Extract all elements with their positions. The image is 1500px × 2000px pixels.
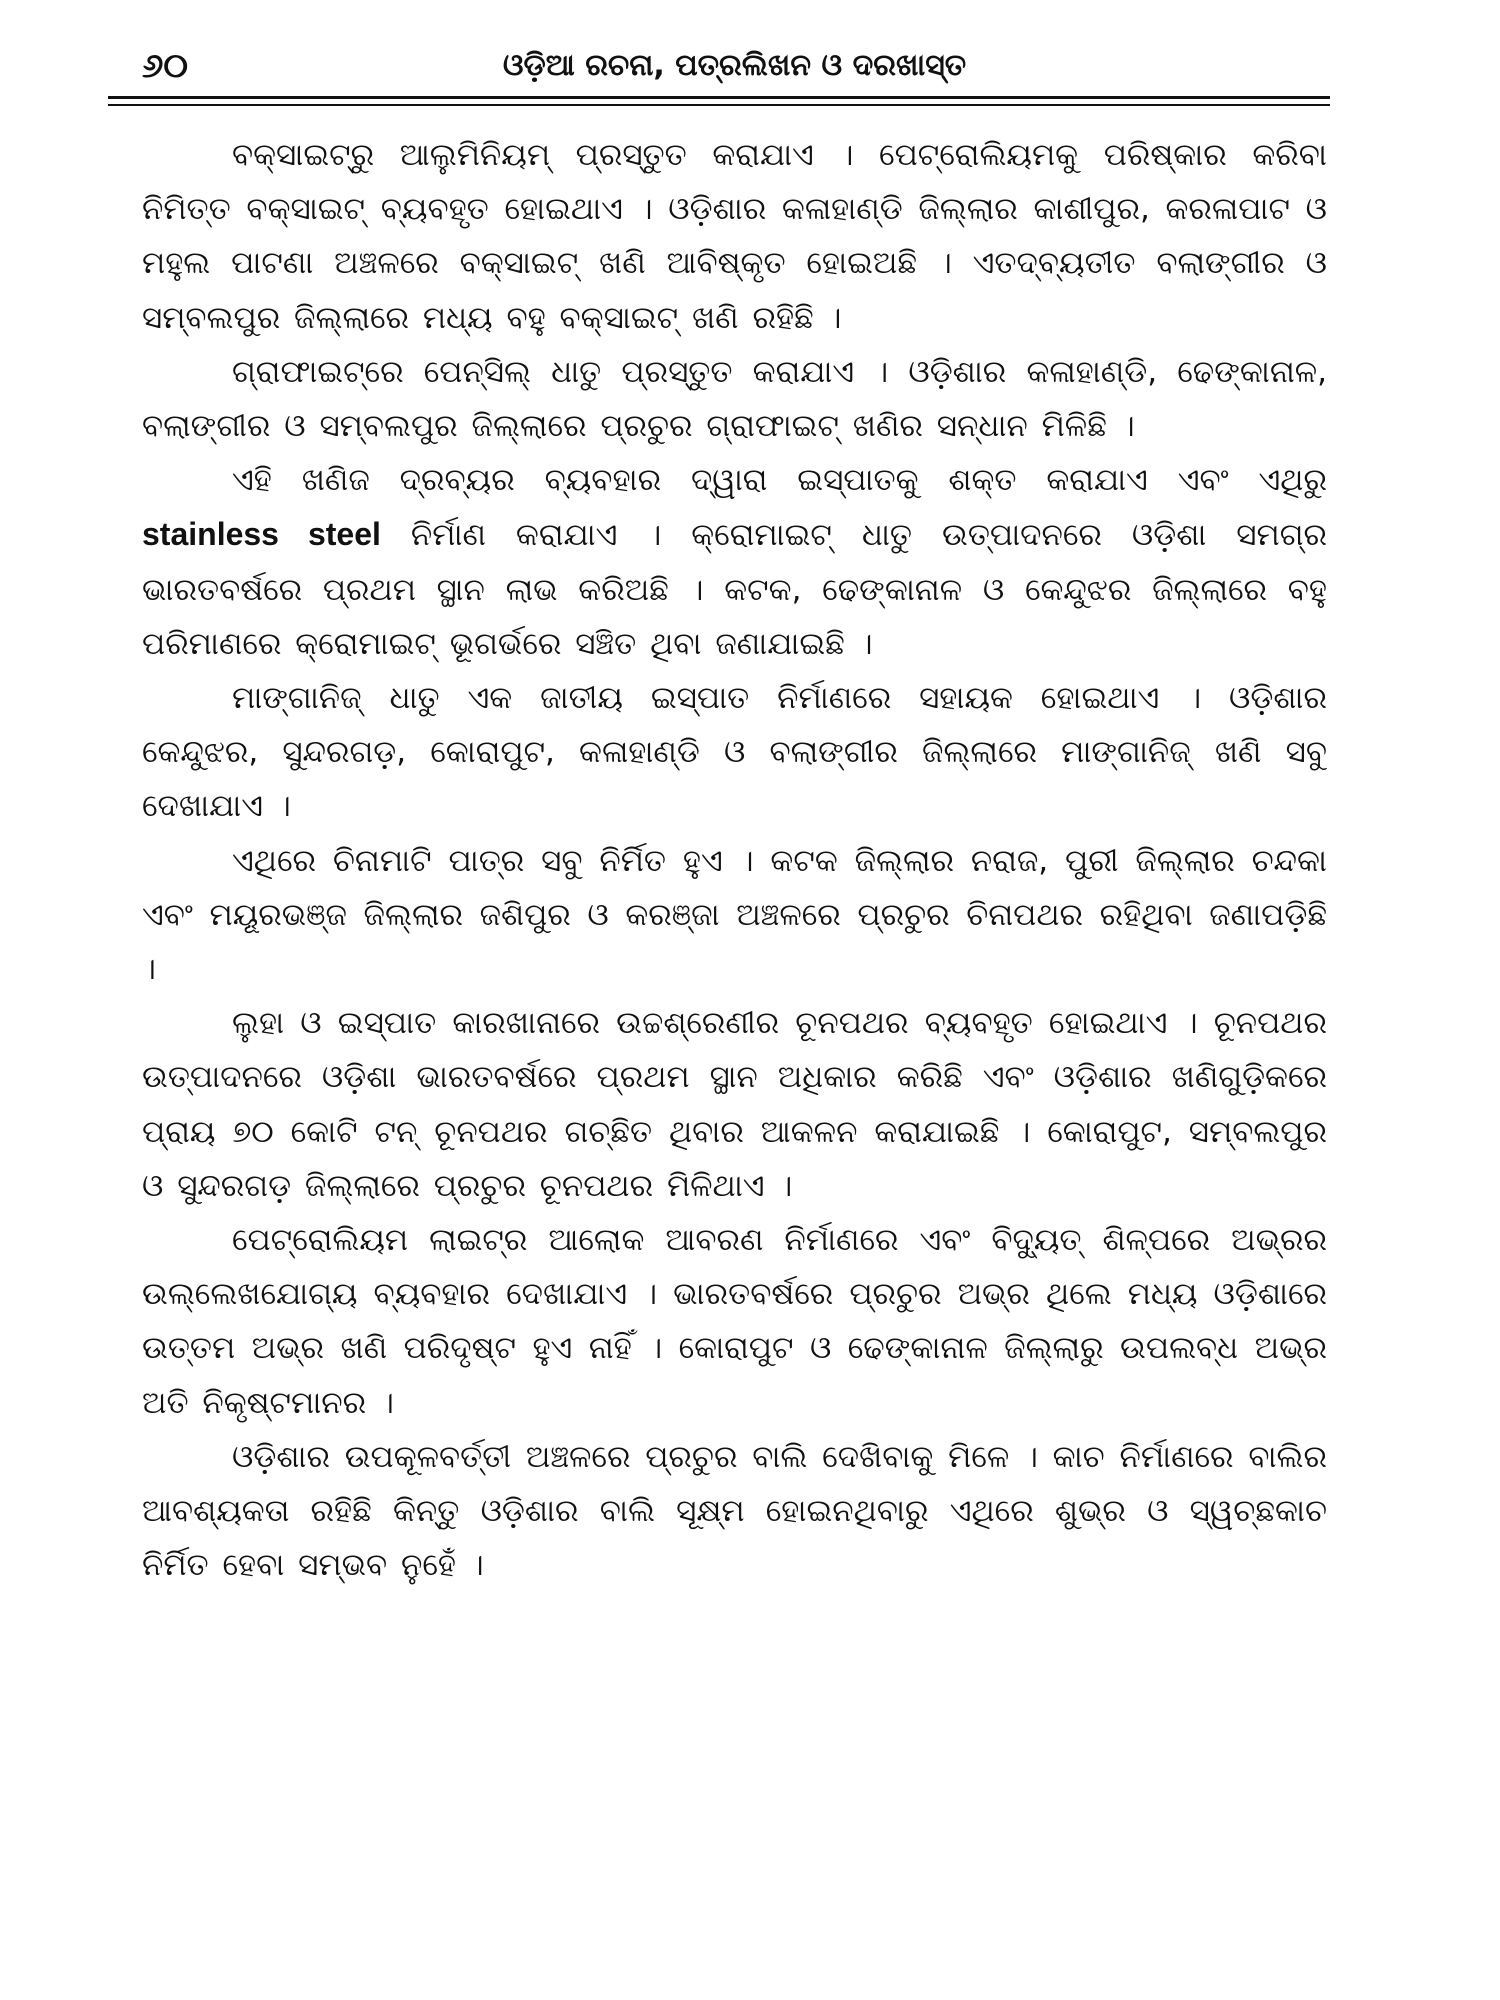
paragraph-chromite-text-after: ନିର୍ମାଣ କରାଯାଏ । କ୍ରୋମାଇଟ୍ ଧାତୁ ଉତ୍ପାଦନରେ ଓଡ଼ିଶା ସମଗ୍ର ଭାରତବର୍ଷରେ ପ୍ରଥମ ସ୍ଥାନ ଲାଭ କରିଅଛି । କଟକ, ଢେଙ୍କାନାଳ ଓ କେନ୍ଦୁଝର ଜିଲ୍ଲାରେ ବହୁ ପରିମାଣରେ କ୍ରୋମାଇଟ୍ ଭୂଗର୍ଭରେ ସଞ୍ଚିତ ଥିବା ଜଣାଯାଇଛି । — [142, 517, 1327, 662]
paragraph-sand: ଓଡ଼ିଶାର ଉପକୂଳବର୍ତ୍ତୀ ଅଞ୍ଚଳରେ ପ୍ରଚୁର ବାଲି ଦେଖିବାକୁ ମିଳେ । କାଚ ନିର୍ମାଣରେ ବାଲିର ଆବଶ୍ୟକତା ରହିଛି କିନ୍ତୁ ଓଡ଼ିଶାର ବାଲି ସୂକ୍ଷ୍ମ ହୋଇନଥିବାରୁ ଏଥିରେ ଶୁଭ୍ର ଓ ସ୍ୱଚ୍ଛକାଚ ନିର୍ମିତ ହେବା ସମ୍ଭବ ନୁହେଁ । — [142, 1438, 1327, 1584]
latin-term: stainless steel — [142, 516, 381, 553]
header-rule-thin — [108, 104, 1330, 106]
paragraph-limestone: ଲୁହା ଓ ଇସ୍ପାତ କାରଖାନାରେ ଉଚ୍ଚଶ୍ରେଣୀର ଚୂନପଥର ବ୍ୟବହୃତ ହୋଇଥାଏ । ଚୂନପଥର ଉତ୍ପାଦନରେ ଓଡ଼ିଶା ଭାରତବର୍ଷରେ ପ୍ରଥମ ସ୍ଥାନ ଅଧିକାର କରିଛି ଏବଂ ଓଡ଼ିଶାର ଖଣିଗୁଡ଼ିକରେ ପ୍ରାୟ ୭୦ କୋଟି ଟନ୍ ଚୂନପଥର ଗଚ୍ଛିତ ଥିବାର ଆକଳନ କରାଯାଇଛି । କୋରାପୁଟ, ସମ୍ବଲପୁର ଓ ସୁନ୍ଦରଗଡ଼ ଜିଲ୍ଲାରେ ପ୍ରଚୁର ଚୂନପଥର ମିଳିଥାଏ । — [142, 1005, 1327, 1204]
paragraph-graphite: ଗ୍ରାଫାଇଟ୍‌ରେ ପେନ୍‌ସିଲ୍ ଧାତୁ ପ୍ରସ୍ତୁତ କରାଯାଏ । ଓଡ଼ିଶାର କଳାହାଣ୍ଡି, ଢେଙ୍କାନାଳ, ବଲାଙ୍ଗୀର ଓ ସମ୍ବଲପୁର ଜିଲ୍ଲାରେ ପ୍ରଚୁର ଗ୍ରାଫାଇଟ୍ ଖଣିର ସନ୍ଧାନ ମିଳିଛି । — [142, 353, 1327, 445]
page-number: ୬୦ — [142, 46, 188, 86]
paragraph-chromite-text-before: ଏହି ଖଣିଜ ଦ୍ରବ୍ୟର ବ୍ୟବହାର ଦ୍ୱାରା ଇସ୍ପାତକୁ ଶକ୍ତ କରାଯାଏ ଏବଂ ଏଥିରୁ — [232, 462, 1327, 499]
header-rule-thick — [108, 96, 1330, 99]
body-text — [142, 128, 1327, 1592]
paragraph-manganese: ମାଙ୍ଗାନିଜ୍ ଧାତୁ ଏକ ଜାତୀୟ ଇସ୍ପାତ ନିର୍ମାଣରେ ସହାୟକ ହୋଇଥାଏ । ଓଡ଼ିଶାର କେନ୍ଦୁଝର, ସୁନ୍ଦରଗଡ଼, କୋରାପୁଟ, କଳାହାଣ୍ଡି ଓ ବଲାଙ୍ଗୀର ଜିଲ୍ଲାରେ ମାଙ୍ଗାନିଜ୍ ଖଣି ସବୁ ଦେଖାଯାଏ । — [142, 680, 1327, 825]
paragraph-bauxite: ବକ୍‌ସାଇଟ୍‌ରୁ ଆଲୁମିନିୟମ୍ ପ୍ରସ୍ତୁତ କରାଯାଏ । ପେଟ୍ରୋଲିୟମକୁ ପରିଷ୍କାର କରିବା ନିମିତ୍ତ ବକ୍‌ସାଇଟ୍ ବ୍ୟବହୃତ ହୋଇଥାଏ । ଓଡ଼ିଶାର କଳାହାଣ୍ଡି ଜିଲ୍ଲାର କାଶୀପୁର, କରଳାପାଟ ଓ ମହୁଲ ପାଟଣା ଅଞ୍ଚଳରେ ବକ୍‌ସାଇଟ୍ ଖଣି ଆବିଷ୍କୃତ ହୋଇଅଛି । ଏତଦ୍‌ବ୍ୟତୀତ ବଲାଙ୍ଗୀର ଓ ସମ୍ବଲପୁର ଜିଲ୍ଲାରେ ମଧ୍ୟ ବହୁ ବକ୍‌ସାଇଟ୍ ଖଣି ରହିଛି । — [142, 137, 1327, 336]
paragraph-china-clay: ଏଥିରେ ଚିନାମାଟି ପାତ୍ର ସବୁ ନିର୍ମିତ ହୁଏ । କଟକ ଜିଲ୍ଲାର ନରାଜ, ପୁରୀ ଜିଲ୍ଲାର ଚନ୍ଦକା ଏବଂ ମୟୂରଭଞ୍ଜ ଜିଲ୍ଲାର ଜଶିପୁର ଓ କରଞ୍ଜା ଅଞ୍ଚଳରେ ପ୍ରଚୁର ଚିନାପଥର ରହିଥିବା ଜଣାପଡ଼ିଛି । — [142, 842, 1327, 988]
paragraph-mica: ପେଟ୍ରୋଲିୟମ ଲାଇଟ୍‌ର ଆଲୋକ ଆବରଣ ନିର୍ମାଣରେ ଏବଂ ବିଦ୍ୟୁତ୍ ଶିଳ୍ପରେ ଅଭ୍ରର ଉଲ୍ଲେଖଯୋଗ୍ୟ ବ୍ୟବହାର ଦେଖାଯାଏ । ଭାରତବର୍ଷରେ ପ୍ରଚୁର ଅଭ୍ର ଥିଲେ ମଧ୍ୟ ଓଡ଼ିଶାରେ ଉତ୍ତମ ଅଭ୍ର ଖଣି ପରିଦୃଷ୍ଟ ହୁଏ ନାହିଁ । କୋରାପୁଟ ଓ ଢେଙ୍କାନାଳ ଜିଲ୍ଲାରୁ ଉପଲବ୍ଧ ଅଭ୍ର ଅତି ନିକୃଷ୍ଟମାନର । — [142, 1222, 1327, 1421]
paragraph-chromite — [142, 453, 1327, 671]
book-title: ଓଡ଼ିଆ ରଚନା, ପତ୍ରଲିଖନ ଓ ଦରଖାସ୍ତ — [502, 48, 967, 83]
running-header — [142, 38, 1327, 94]
